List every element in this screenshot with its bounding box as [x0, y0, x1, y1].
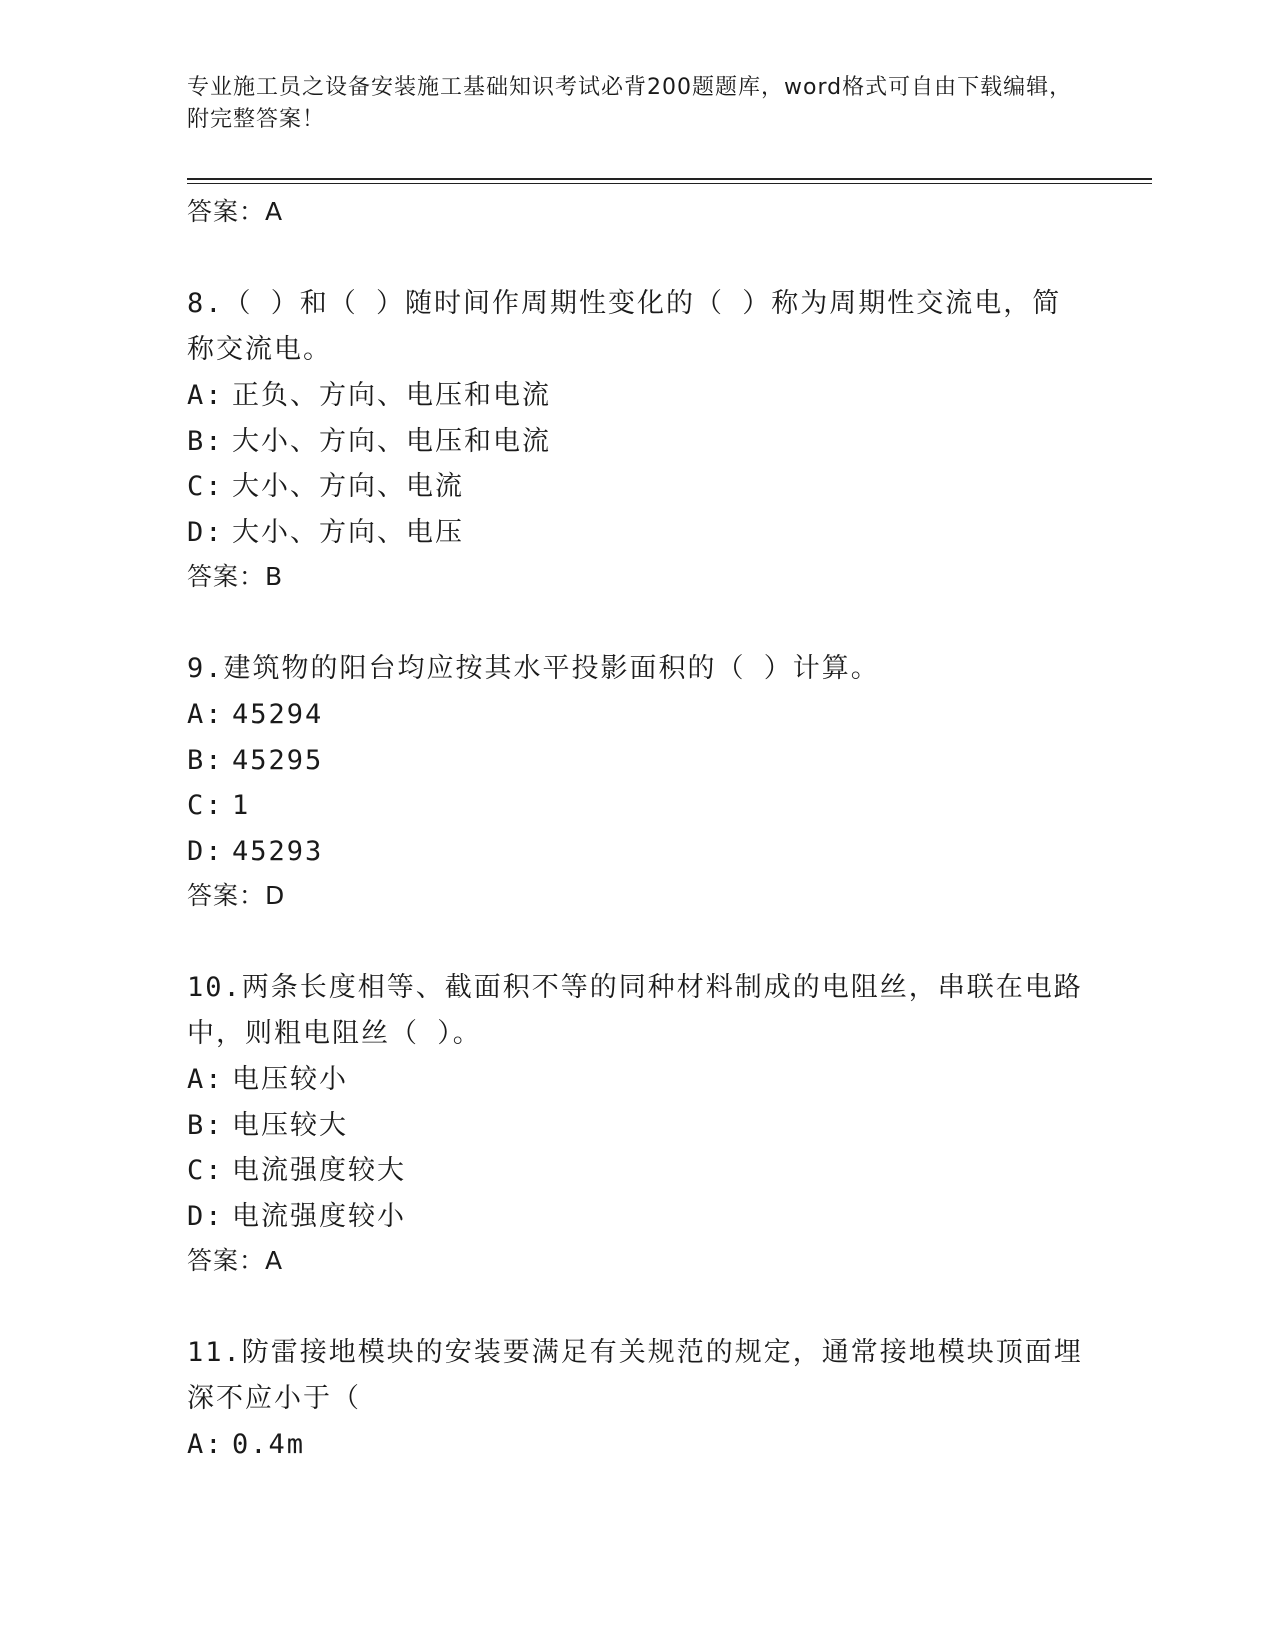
option-text: 大小、方向、电压: [232, 516, 464, 548]
option-b: [187, 419, 1087, 465]
option-label: B:: [187, 425, 224, 457]
header-title: 专业施工员之设备安装施工基础知识考试必背200题题库，word格式可自由下载编辑，附完整答案！: [187, 75, 1073, 132]
option-b: [187, 1103, 1087, 1149]
option-label: C:: [187, 471, 224, 502]
header-divider: [187, 178, 1152, 180]
option-a: [187, 692, 1087, 738]
option-text: 电流强度较小: [232, 1200, 406, 1232]
question-text: 8.（ ）和（ ）随时间作周期性变化的（ ）称为周期性交流电，简称交流电。: [187, 288, 1062, 365]
option-label: D:: [187, 835, 224, 867]
question-9: [187, 646, 1087, 918]
option-label: C:: [187, 790, 224, 821]
question-text: 9.建筑物的阳台均应按其水平投影面积的（ ）计算。: [187, 653, 880, 684]
header-divider-thin: [187, 183, 1152, 184]
option-label: B:: [187, 744, 224, 776]
option-text: 45295: [232, 744, 324, 776]
answer-line: 答案：B: [187, 562, 284, 591]
option-a: [187, 373, 1087, 419]
option-label: C:: [187, 1155, 224, 1186]
option-text: 0.4m: [232, 1429, 306, 1460]
option-label: B:: [187, 1109, 224, 1141]
answer-line: 答案：D: [187, 881, 286, 910]
question-list: [187, 190, 1087, 1468]
option-c: [187, 1148, 1087, 1194]
option-a: [187, 1422, 1087, 1468]
answer-line: 答案：A: [187, 1246, 284, 1275]
answer-line: 答案：A: [187, 197, 284, 226]
question-text: 10.两条长度相等、截面积不等的同种材料制成的电阻丝，串联在电路中，则粗电阻丝（ ）。: [187, 972, 1083, 1049]
option-text: 45294: [232, 699, 324, 730]
option-text: 大小、方向、电压和电流: [232, 425, 551, 457]
option-label: A:: [187, 1429, 224, 1460]
option-label: D:: [187, 516, 224, 548]
option-label: D:: [187, 1200, 224, 1232]
option-text: 1: [232, 790, 251, 821]
option-b: [187, 738, 1087, 784]
question-11: [187, 1330, 1087, 1468]
option-c: [187, 464, 1087, 510]
option-text: 电压较小: [232, 1064, 348, 1095]
question-10: [187, 965, 1087, 1283]
option-text: 正负、方向、电压和电流: [232, 380, 551, 411]
option-d: [187, 829, 1087, 875]
option-text: 电压较大: [232, 1109, 348, 1141]
option-a: [187, 1057, 1087, 1103]
option-label: A:: [187, 380, 224, 411]
option-label: A:: [187, 699, 224, 730]
document-header: [187, 72, 1087, 136]
option-d: [187, 510, 1087, 556]
option-text: 电流强度较大: [232, 1155, 406, 1186]
question-text: 11.防雷接地模块的安装要满足有关规范的规定，通常接地模块顶面埋深不应小于（: [187, 1337, 1083, 1414]
option-text: 45293: [232, 835, 324, 867]
option-d: [187, 1194, 1087, 1240]
option-label: A:: [187, 1064, 224, 1095]
option-text: 大小、方向、电流: [232, 471, 464, 502]
option-c: [187, 783, 1087, 829]
question-8: [187, 281, 1087, 599]
